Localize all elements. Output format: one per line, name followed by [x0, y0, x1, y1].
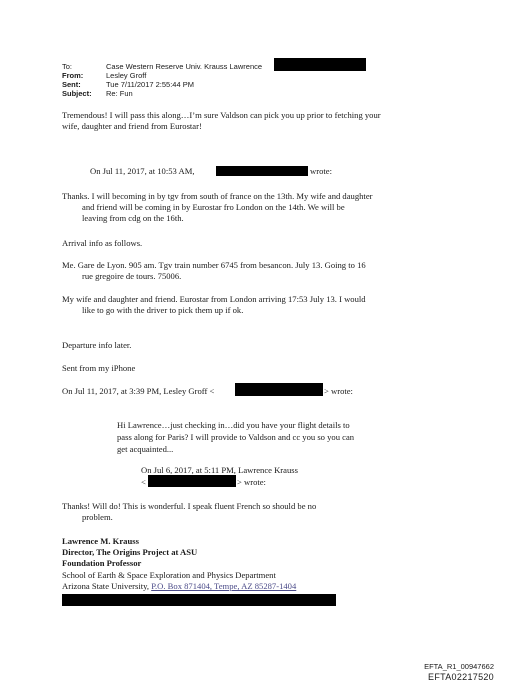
header-from-label: From: [62, 71, 84, 80]
signature-address-link[interactable]: P.O. Box 871404, Tempe, AZ 85287-1404 [151, 581, 297, 591]
quote3-lt: < [141, 477, 146, 487]
quote1-p2-line1: Me. Gare de Lyon. 905 am. Tgv train number 6745 from besancon. July 13. Going to 16 [62, 260, 366, 270]
signature-university-prefix: Arizona State University, [62, 581, 152, 591]
quote2-line-1: Hi Lawrence…just checking in…did you have your flight details to [117, 420, 350, 430]
quote2-line-3: get acquainted... [117, 444, 174, 454]
quote1-p1-line2: and friend will be coming in by Eurostar fro London on the 14th. We will be [82, 202, 345, 212]
reply-line-1: Tremendous! I will pass this along…I’m sure Valdson can pick you up prior to fetching your [62, 110, 381, 120]
quote3-wrote: > wrote: [237, 477, 266, 487]
quote1-p3-line1: My wife and daughter and friend. Eurostar from London arriving 17:53 July 13. I would [62, 294, 366, 304]
footer-ref-1: EFTA_R1_00947662 [424, 662, 494, 671]
header-from-value: Lesley Groff [106, 71, 147, 80]
signature-title: Director, The Origins Project at ASU [62, 547, 198, 557]
thanks-line-2: problem. [82, 512, 113, 522]
redaction-block [274, 58, 366, 71]
header-sent-value: Tue 7/11/2017 2:55:44 PM [106, 80, 194, 89]
header-subject-value: Re: Fun [106, 89, 133, 98]
redaction-block [148, 475, 236, 487]
header-to-value: Case Western Reserve Univ. Krauss Lawrence [106, 62, 263, 71]
quote1-p3-line2: like to go with the driver to pick them up if ok. [82, 305, 244, 315]
header-sent-label: Sent: [62, 80, 81, 89]
redaction-block [216, 166, 308, 176]
quote1-p1-line3: leaving from cdg on the 16th. [82, 213, 184, 223]
header-to-label: To: [62, 62, 73, 71]
quote2-line-2: pass along for Paris? I will provide to Valdson and cc you so you can [117, 432, 355, 442]
quote2-wrote: > wrote: [324, 386, 353, 396]
quote1-p1-line1: Thanks. I will becoming in by tgv from south of france on the 13th. My wife and daughter [62, 191, 373, 201]
quote1-wrote: wrote: [310, 166, 332, 176]
quote1-arrival: Arrival info as follows. [62, 238, 143, 248]
quote2-intro: On Jul 11, 2017, at 3:39 PM, Lesley Groff < [62, 386, 215, 396]
quote1-departure: Departure info later. [62, 340, 132, 350]
redaction-block [235, 383, 323, 396]
thanks-line-1: Thanks! Will do! This is wonderful. I speak fluent French so should be no [62, 501, 317, 511]
footer-ref-2: EFTA02217520 [428, 672, 494, 682]
quote1-intro: On Jul 11, 2017, at 10:53 AM, [90, 166, 195, 176]
quote3-intro: On Jul 6, 2017, at 5:11 PM, Lawrence Krauss [141, 465, 298, 475]
reply-line-2: wife, daughter and friend from Eurostar! [62, 121, 202, 131]
signature-role: Foundation Professor [62, 558, 142, 568]
quote1-sent-from: Sent from my iPhone [62, 363, 136, 373]
redaction-block [62, 594, 336, 606]
signature-name: Lawrence M. Krauss [62, 536, 139, 546]
header-subject-label: Subject: [62, 89, 92, 98]
quote1-p2-line2: rue gregoire de tours. 75006. [82, 271, 182, 281]
signature-university [62, 581, 296, 592]
signature-dept: School of Earth & Space Exploration and Physics Department [62, 570, 276, 580]
